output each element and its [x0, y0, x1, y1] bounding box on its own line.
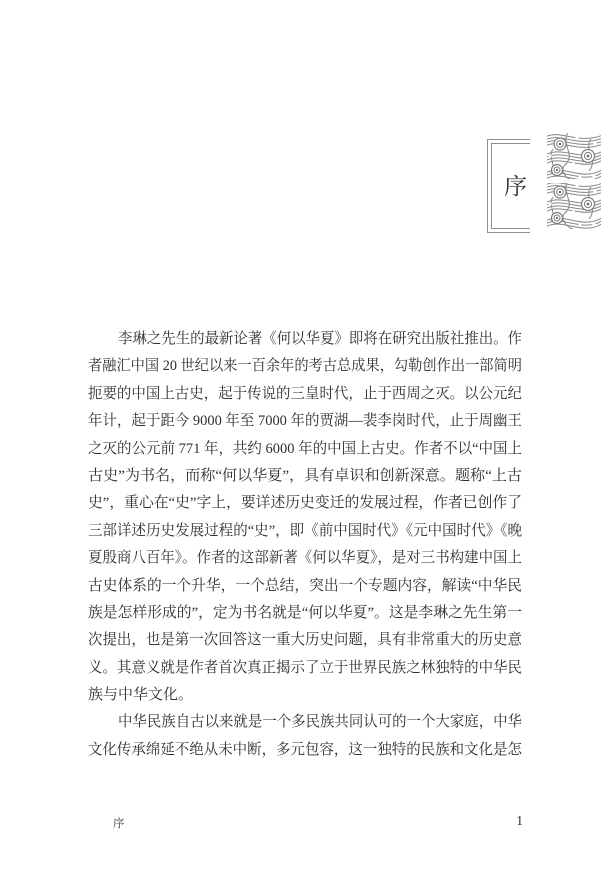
text-line: 夏殷商八百年》。作者的这部新著《何以华夏》，是对三书构建中国上 — [88, 550, 522, 567]
text-line: 古史”为书名，而称“何以华夏”，具有卓识和创新深意。题称“上古 — [88, 467, 522, 484]
text-line: 中华民族自古以来就是一个多民族共同认可的一个大家庭，中华 — [118, 714, 522, 731]
body-text — [88, 326, 522, 764]
page-number: 1 — [516, 813, 523, 828]
text-line: 史”，重心在“史”字上，要详述历史变迁的发展过程，作者已创作了 — [88, 495, 522, 512]
text-line: 文化传承绵延不绝从未中断，多元包容，这一独特的民族和文化是怎 — [88, 741, 522, 758]
text-line: 族是怎样形成的”，定为书名就是“何以华夏”。这是李琳之先生第一 — [88, 604, 522, 621]
text-line: 之灭的公元前 771 年，共约 6000 年的中国上古史。作者不以“中国上 — [88, 440, 522, 457]
text-line: 三部详述历史发展过程的“史”，即《前中国时代》《元中国时代》《晚 — [88, 522, 522, 539]
chapter-title-box-inner — [491, 143, 530, 229]
chapter-title-box — [487, 139, 530, 233]
chapter-title: 序 — [504, 173, 527, 199]
footer-section-label: 序 — [113, 818, 125, 830]
text-line: 次提出，也是第一次回答这一重大历史问题，具有非常重大的历史意 — [88, 632, 522, 649]
text-line: 族与中华文化。 — [88, 687, 194, 704]
swirl-wave-pattern-icon — [547, 133, 601, 229]
text-line: 年计，起于距今 9000 年至 7000 年的贾湖—裴李岗时代，止于周幽王 — [88, 413, 522, 430]
text-line: 义。其意义就是作者首次真正揭示了立于世界民族之林独特的中华民 — [88, 659, 522, 676]
text-line: 古史体系的一个升华，一个总结，突出一个专题内容，解读“中华民 — [88, 577, 522, 594]
page-footer — [88, 812, 523, 832]
text-line: 扼要的中国上古史，起于传说的三皇时代，止于西周之灭。以公元纪 — [88, 385, 522, 402]
text-line: 李琳之先生的最新论著《何以华夏》即将在研究出版社推出。作 — [118, 331, 522, 347]
text-line: 者融汇中国 20 世纪以来一百余年的考古总成果，勾勒创作出一部简明 — [88, 358, 522, 375]
